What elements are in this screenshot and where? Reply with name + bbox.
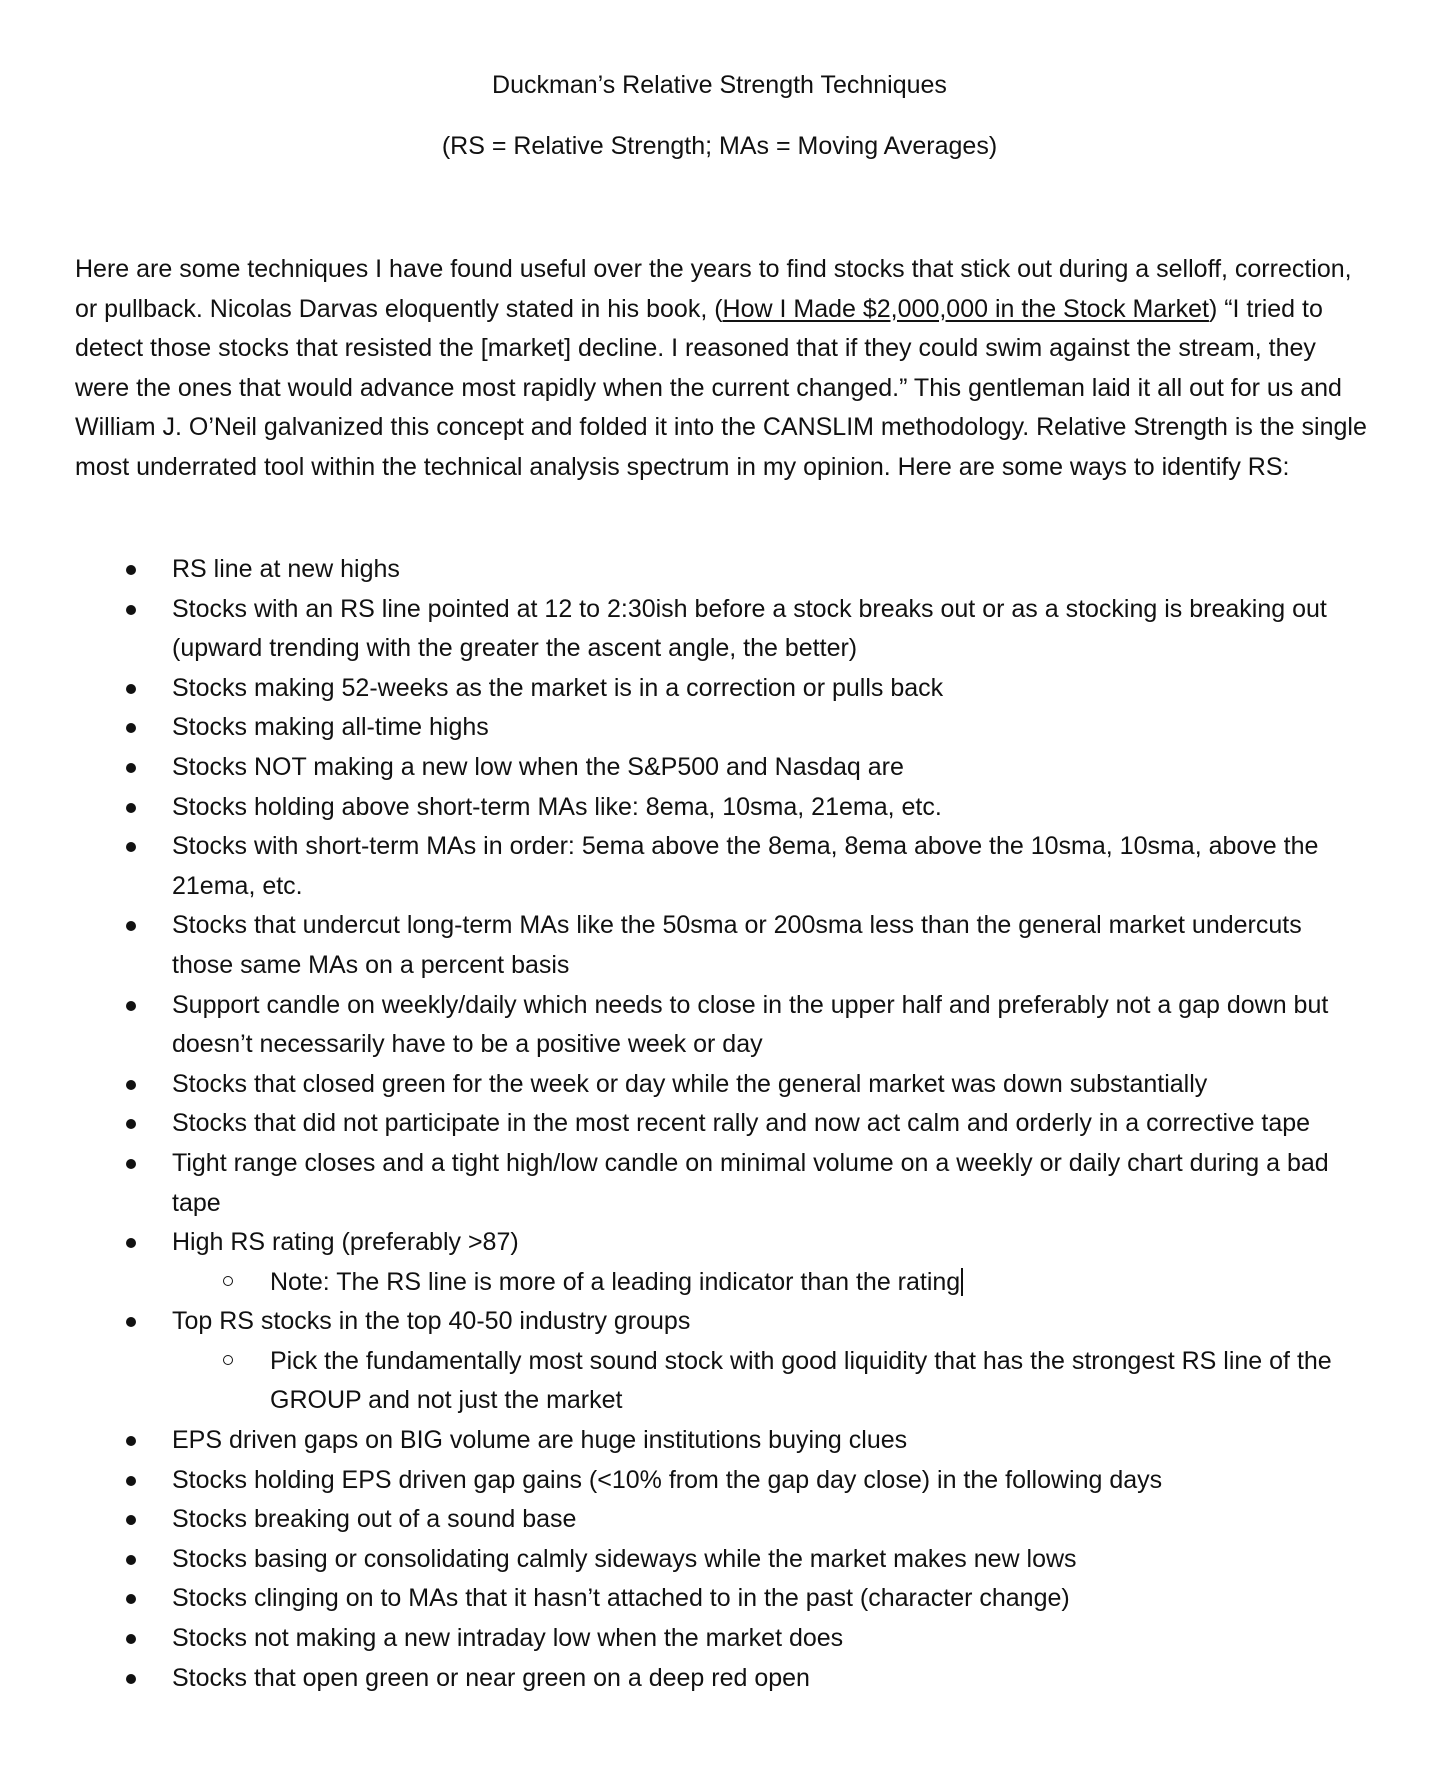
bullet-icon <box>126 684 136 694</box>
list-item <box>0 590 1439 669</box>
bullet-icon <box>126 1515 136 1525</box>
intro-text-part2: ) “I tried to detect those stocks that resisted the [market] decline. I reasoned that if they could swim against the stream, they were the ones that would advance most rapidly when the current changed.” This gentleman laid it all out for us and William J. O’Neil galvanized this concept and folded it into the CANSLIM methodology. Relative Strength is the single most underrated tool within the technical analysis spectrum in my opinion. Here are some ways to identify RS: <box>75 294 1367 481</box>
list-item <box>0 550 1439 590</box>
bullet-icon <box>126 1317 136 1327</box>
list-item-text: EPS driven gaps on BIG volume are huge institutions buying clues <box>172 1426 908 1455</box>
rs-techniques-list <box>0 550 1439 1698</box>
list-item <box>0 827 1439 906</box>
list-item-text: Stocks not making a new intraday low when the market does <box>172 1624 844 1653</box>
bullet-icon <box>126 1238 136 1248</box>
book-title-link: How I Made $2,000,000 in the Stock Market <box>722 294 1209 323</box>
list-item <box>0 669 1439 709</box>
bullet-icon <box>126 723 136 733</box>
list-item-text: Stocks with an RS line pointed at 12 to 2:30ish before a stock breaks out or as a stocking is breaking out (upward trending with the greater the ascent angle, the better) <box>172 594 1327 663</box>
list-item-text: Support candle on weekly/daily which needs to close in the upper half and preferably not a gap down but doesn’t necessarily have to be a positive week or day <box>172 990 1329 1059</box>
bullet-icon <box>126 1119 136 1129</box>
list-item <box>0 1461 1439 1501</box>
list-item-text: Stocks holding EPS driven gap gains (<10% from the gap day close) in the following days <box>172 1465 1163 1494</box>
list-item-text: RS line at new highs <box>172 555 400 583</box>
document-title: Duckman’s Relative Strength Techniques <box>492 71 947 99</box>
hollow-bullet-icon <box>223 1276 233 1286</box>
list-item <box>0 1065 1439 1105</box>
bullet-icon <box>126 921 136 931</box>
bullet-icon <box>126 1674 136 1684</box>
list-item <box>0 1500 1439 1540</box>
list-item <box>0 788 1439 828</box>
list-item-text: Top RS stocks in the top 40-50 industry groups <box>172 1307 691 1336</box>
bullet-icon <box>126 1001 136 1011</box>
sub-list-item-text: Pick the fundamentally most sound stock with good liquidity that has the strongest RS line of the GROUP and not just the market <box>270 1346 1332 1415</box>
list-item-text: Tight range closes and a tight high/low candle on minimal volume on a weekly or daily chart during a bad tape <box>172 1148 1329 1217</box>
list-item <box>0 1144 1439 1223</box>
bullet-icon <box>126 1080 136 1090</box>
list-item-text: Stocks clinging on to MAs that it hasn’t attached to in the past (character change) <box>172 1584 1070 1613</box>
bullet-icon <box>126 842 136 852</box>
bullet-icon <box>126 1436 136 1446</box>
bullet-icon <box>126 1555 136 1565</box>
list-item-text: Stocks holding above short-term MAs like: 8ema, 10sma, 21ema, etc. <box>172 792 942 821</box>
list-item <box>0 708 1439 748</box>
list-item-text: Stocks NOT making a new low when the S&P500 and Nasdaq are <box>172 752 904 781</box>
list-item <box>0 986 1439 1065</box>
list-item <box>0 1421 1439 1461</box>
bullet-icon <box>126 763 136 773</box>
list-item-text: Stocks making 52-weeks as the market is in a correction or pulls back <box>172 673 944 702</box>
list-item-text: Stocks making all-time highs <box>172 713 489 742</box>
list-item-text: Stocks basing or consolidating calmly sideways while the market makes new lows <box>172 1544 1077 1573</box>
list-item <box>0 1540 1439 1580</box>
bullet-icon <box>126 1476 136 1486</box>
sub-list-item <box>0 1263 1439 1303</box>
list-item <box>0 1659 1439 1699</box>
list-item <box>0 1302 1439 1342</box>
bullet-icon <box>126 1634 136 1644</box>
hollow-bullet-icon <box>223 1355 233 1365</box>
list-item <box>0 1104 1439 1144</box>
bullet-icon <box>126 1594 136 1604</box>
list-item-text: Stocks that closed green for the week or day while the general market was down substantially <box>172 1069 1208 1098</box>
list-item <box>0 1579 1439 1619</box>
list-item-text: High RS rating (preferably >87) <box>172 1228 519 1257</box>
bullet-icon <box>126 565 136 575</box>
intro-paragraph <box>75 250 1375 488</box>
list-item <box>0 1223 1439 1263</box>
list-item-text: Stocks with short-term MAs in order: 5ema above the 8ema, 8ema above the 10sma, 10sma, above the 21ema, etc. <box>172 832 1319 900</box>
list-item-text: Stocks that undercut long-term MAs like the 50sma or 200sma less than the general market undercuts those same MAs on a percent basis <box>172 911 1302 979</box>
list-item <box>0 906 1439 985</box>
list-item-text: Stocks that did not participate in the most recent rally and now act calm and orderly in a corrective tape <box>172 1109 1311 1138</box>
bullet-icon <box>126 605 136 615</box>
bullet-icon <box>126 1159 136 1169</box>
sub-list-item-text: Note: The RS line is more of a leading indicator than the rating <box>270 1267 961 1296</box>
list-item <box>0 748 1439 788</box>
list-item <box>0 1619 1439 1659</box>
bullet-icon <box>126 803 136 813</box>
intro-text-part1: Here are some techniques I have found useful over the years to find stocks that stick out during a selloff, correction, or pullback. Nicolas Darvas eloquently stated in his book, ( <box>75 255 1352 323</box>
document-subtitle: (RS = Relative Strength; MAs = Moving Averages) <box>441 132 998 160</box>
list-item-text: Stocks breaking out of a sound base <box>172 1505 577 1534</box>
sub-list-item <box>0 1342 1439 1421</box>
list-item-text: Stocks that open green or near green on a deep red open <box>172 1663 810 1692</box>
text-cursor-icon <box>961 1268 963 1296</box>
